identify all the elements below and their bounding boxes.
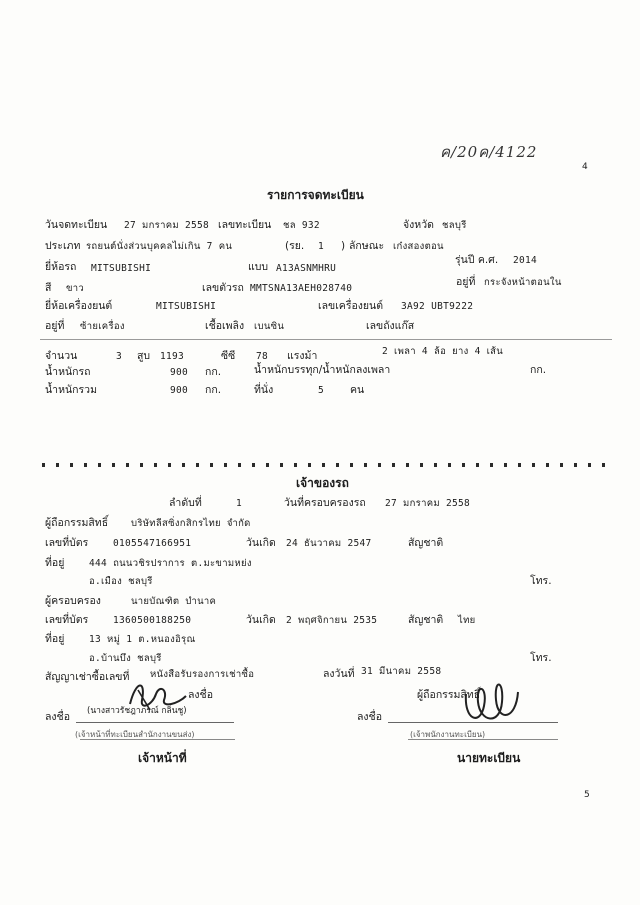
style-value: เก๋งสองตอน [393, 241, 444, 252]
birth-label: วันเกิด [246, 537, 276, 549]
chassis-value: MMTSNA13AEH028740 [250, 283, 353, 294]
handwritten-number: ค/20ค/4122 [440, 143, 538, 161]
province-value: ชลบุรี [442, 220, 467, 231]
signed-date-label: ลงวันที่ [323, 668, 355, 680]
nationality-label: สัญชาติ [408, 537, 444, 549]
engine-brand-value: MITSUBISHI [156, 301, 217, 312]
owner-title: เจ้าของรถ [296, 476, 349, 490]
registrar-title: นายทะเบียน [457, 751, 521, 765]
cc-value: 1193 [160, 351, 185, 362]
card-label: เลขที่บัตร [45, 537, 89, 549]
seq-label: ลำดับที่ [169, 497, 202, 509]
gross-weight-unit: กก. [205, 384, 222, 396]
type-code-close: ) [341, 240, 346, 252]
possessor-card-label: เลขที่บัตร [45, 614, 89, 626]
rights-holder-sig-label: ผู้ถือกรรมสิทธิ์ [417, 689, 481, 701]
officer-position: (เจ้าหน้าที่ทะเบียนสำนักงานขนส่ง) [75, 730, 195, 739]
possessor-address-label: ที่อยู่ [45, 633, 65, 645]
brand-label: ยี่ห้อรถ [45, 261, 77, 273]
engine-no-label: เลขเครื่องยนต์ [318, 300, 384, 312]
province-label: จังหวัด [403, 219, 434, 231]
officer-sig-line [76, 722, 234, 723]
chassis-loc-value: กระจังหน้าตอนใน [484, 277, 562, 288]
cc-label: ซีซี [221, 350, 236, 362]
reg-no-value: ชล 932 [283, 220, 320, 231]
style-label: ลักษณะ [349, 240, 385, 252]
possessor-label: ผู้ครอบครอง [45, 595, 101, 607]
color-label: สี [45, 282, 52, 294]
possessor-nationality-value: ไทย [458, 615, 476, 626]
axle-tire-value: 2 เพลา 4 ล้อ ยาง 4 เส้น [382, 346, 504, 357]
weight-unit: กก. [205, 366, 222, 378]
rights-holder-label: ผู้ถือกรรมสิทธิ์ [45, 517, 109, 529]
cylinder-label: สูบ [137, 350, 151, 362]
weight-value: 900 [170, 367, 189, 378]
possessor-address-line2: อ.บ้านบึง ชลบุรี [89, 653, 162, 664]
engine-loc-label: อยู่ที่ [45, 320, 65, 332]
possessor-value: นายบัณฑิต บำนาค [131, 596, 217, 607]
gas-tank-label: เลขถังแก๊ส [366, 320, 415, 332]
type-value: รถยนต์นั่งส่วนบุคคลไม่เกิน 7 คน [86, 241, 233, 252]
chassis-loc-label: อยู่ที่ [456, 276, 476, 288]
year-label: รุ่นปี ค.ศ. [455, 254, 499, 266]
engine-loc-value: ซ้ายเครื่อง [80, 321, 125, 332]
possessor-nationality-label: สัญชาติ [408, 614, 444, 626]
officer-position-line [80, 739, 235, 740]
possessor-address-line1: 13 หมู่ 1 ต.หนองอิรุณ [89, 634, 196, 645]
fuel-value: เบนซิน [254, 321, 285, 332]
registrar-position-text: เจ้าพนักงานทะเบียน [413, 730, 483, 739]
page-number-top: 4 [582, 162, 588, 172]
registrar-sig-label: ลงชื่อ [357, 711, 382, 723]
engine-brand-label: ยี่ห้อเครื่องยนต์ [45, 300, 113, 312]
fuel-label: เชื้อเพลิง [205, 320, 245, 332]
tear-line [42, 463, 612, 467]
rights-holder-value: บริษัทลีสซิ่งกสิกรไทย จำกัด [131, 518, 251, 529]
reg-date-value: 27 มกราคม 2558 [124, 220, 210, 231]
registrar-position: (เจ้าพนักงานทะเบียน) [410, 730, 486, 739]
signed-date-value: 31 มีนาคม 2558 [361, 666, 442, 677]
possessor-birth-label: วันเกิด [246, 614, 276, 626]
seq-value: 1 [236, 498, 243, 509]
phone-label: โทร. [530, 575, 552, 587]
model-value: A13ASNMHRU [276, 263, 337, 274]
officer-name: (นางสาวรัชฎาภรณ์ กลิ่นชู) [87, 706, 187, 716]
color-value: ขาว [66, 283, 85, 294]
type-code-value: 1 [318, 241, 325, 252]
address-line1: 444 ถนนวชิรปราการ ต.มะขามหย่ง [89, 558, 252, 569]
load-label: น้ำหนักบรรทุก/น้ำหนักลงเพลา [254, 364, 391, 376]
weight-label: น้ำหนักรถ [45, 366, 91, 378]
reg-date-label: วันจดทะเบียน [45, 219, 108, 231]
page-number-bottom: 5 [584, 790, 590, 800]
address-line2: อ.เมือง ชลบุรี [89, 576, 153, 587]
page-title: รายการจดทะเบียน [267, 188, 364, 202]
reg-no-label: เลขทะเบียน [218, 219, 272, 231]
brand-value: MITSUBISHI [91, 263, 152, 274]
possess-date-value: 27 มกราคม 2558 [385, 498, 471, 509]
officer-sig-label: ลงชื่อ [45, 711, 70, 723]
officer-title: เจ้าหน้าที่ [138, 751, 187, 765]
possessor-phone-label: โทร. [530, 652, 552, 664]
load-unit: กก. [530, 364, 547, 376]
officer-position-text: เจ้าหน้าที่ทะเบียนสำนักงานขนส่ง [78, 730, 192, 739]
hp-value: 78 [256, 351, 269, 362]
officer-sig-label-upper: ลงชื่อ [188, 689, 213, 701]
card-value: 0105547166951 [113, 538, 192, 549]
registrar-sig-line [388, 722, 558, 723]
section-divider [40, 339, 612, 340]
seats-label: ที่นั่ง [254, 384, 274, 396]
seats-value: 5 [318, 385, 325, 396]
type-label: ประเภท [45, 240, 81, 252]
possessor-card-value: 1360500188250 [113, 615, 192, 626]
possess-date-label: วันที่ครอบครองรถ [284, 497, 366, 509]
count-label: จำนวน [45, 350, 78, 362]
type-code-open: (รย. [285, 240, 305, 252]
engine-no-value: 3A92 UBT9222 [401, 301, 474, 312]
chassis-label: เลขตัวรถ [202, 282, 244, 294]
possessor-birth-value: 2 พฤศจิกายน 2535 [286, 615, 378, 626]
cylinder-count: 3 [116, 351, 123, 362]
birth-value: 24 ธันวาคม 2547 [286, 538, 372, 549]
hire-label: สัญญาเช่าซื้อเลขที่ [45, 671, 130, 683]
gross-weight-label: น้ำหนักรวม [45, 384, 97, 396]
seats-unit: คน [350, 384, 365, 396]
year-value: 2014 [513, 255, 538, 266]
gross-weight-value: 900 [170, 385, 189, 396]
address-label: ที่อยู่ [45, 557, 65, 569]
model-label: แบบ [248, 261, 269, 273]
hp-label: แรงม้า [287, 350, 318, 362]
hire-value: หนังสือรับรองการเช่าซื้อ [150, 669, 255, 680]
registrar-position-line [408, 739, 558, 740]
